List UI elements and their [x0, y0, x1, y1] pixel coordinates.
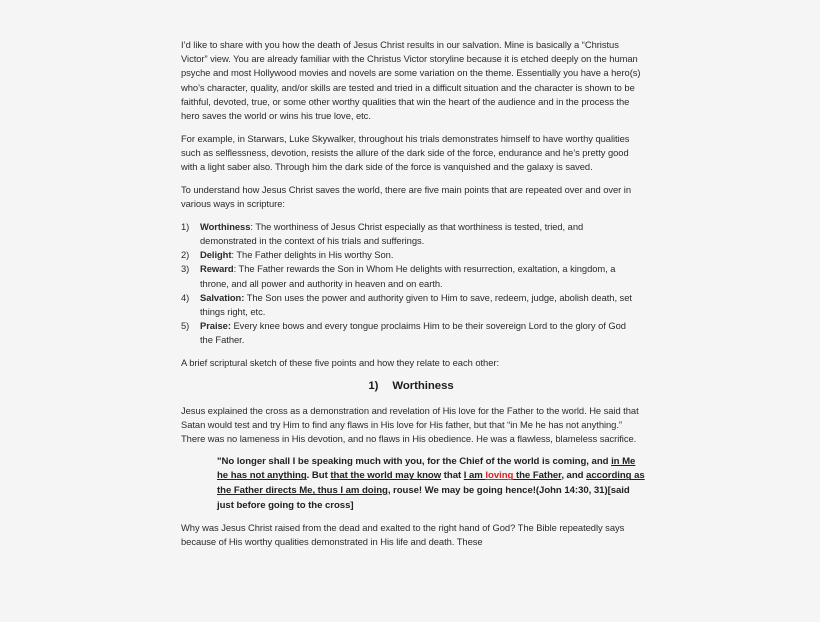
heading-title: Worthiness — [392, 379, 454, 392]
scripture-quote — [217, 455, 647, 513]
point-text: The Son uses the power and authority given to Him to save, redeem, judge, abolish death, set things right, etc. — [200, 291, 632, 317]
point-sep: : — [231, 249, 234, 261]
point-sep: : — [233, 263, 237, 275]
list-item — [181, 262, 641, 290]
intro-paragraph: I’d like to share with you how the death of Jesus Christ results in our salvation. Mine is basically a “Christus Victor” view. You are already familiar with the Christus Victor storyline because it is etched deeply on the human psyche and most Hollywood movies and novels are some variation on the theme. Essentially you have a hero(s) who’s character, quality, and/or skills are tested and tried in a difficult situation and the character is shown to be faithful, devoted, true, or some other worthy qualities that win the heart of the audience and in the process the hero saves the world or wins his true love, etc. — [181, 39, 641, 122]
quote-underlined-part: I am — [463, 470, 486, 482]
quote-text: , and — [561, 470, 587, 482]
why-paragraph: Why was Jesus Christ raised from the dead and exalted to the right hand of God? The Bible repeatedly says because of His worthy qualities demonstrated in His life and death. These — [181, 522, 625, 548]
point-term: Worthiness — [200, 220, 251, 232]
point-text: The Father rewards the Son in Whom He delights with resurrection, exaltation, a kingdom, a throne, and all power and authority in heaven and on earth. — [200, 263, 616, 289]
point-term: Praise: — [200, 320, 231, 332]
point-term: Delight — [200, 249, 232, 261]
list-item — [181, 220, 641, 248]
list-number: 1) — [181, 220, 190, 232]
list-item — [181, 248, 641, 262]
quote-text: . But — [306, 470, 331, 482]
point-sep: : — [250, 220, 253, 232]
quote-text: , rouse! We may be going hence!(John 14:30, 31)[said just before going to the cross] — [217, 485, 630, 511]
quote-underlined-part: the Father — [513, 470, 562, 482]
list-item — [181, 319, 641, 347]
quote-highlight-red: loving — [485, 470, 514, 482]
list-number: 4) — [181, 291, 190, 303]
understand-paragraph: To understand how Jesus Christ saves the world, there are five main points that are repeated over and over in various ways in scripture: — [181, 183, 632, 210]
document-page — [181, 38, 645, 558]
quote-text: "No longer shall I be speaking much with you, for the Chief of the world is coming, and — [217, 455, 612, 467]
worthiness-paragraph: Jesus explained the cross as a demonstration and revelation of His love for the Father to the world. He said that Satan would test and try Him to find any flaws in His love for His father, but that “in Me he has not anything.” There was no lameness in His devotion, and no flaws in His obedience. He was a flawless, blameless sacrifice. — [181, 404, 639, 445]
quote-text: that — [441, 470, 464, 482]
point-term: Salvation: — [200, 291, 245, 303]
quote-underlined: that the world may know — [330, 470, 442, 482]
list-number: 5) — [181, 320, 190, 332]
list-number: 3) — [181, 263, 190, 275]
list-number: 2) — [181, 249, 190, 261]
quote-underlined: in Me he has not anything — [217, 455, 636, 482]
quote-underlined — [464, 470, 562, 481]
point-text: Every knee bows and every tongue proclaims Him to be their sovereign Lord to the glory of God the Father. — [200, 320, 626, 346]
point-text: The worthiness of Jesus Christ especially as that worthiness is tested, tried, and demonstrated in the context of his trials and sufferings. — [200, 220, 584, 246]
heading-number: 1) — [368, 379, 379, 392]
five-points-list — [181, 220, 641, 348]
quote-underlined: according as the Father directs Me, thus I am doing — [217, 470, 645, 497]
section-heading-worthiness — [181, 379, 641, 394]
sketch-paragraph: A brief scriptural sketch of these five points and how they relate to each other: — [181, 357, 500, 369]
point-term: Reward — [200, 263, 234, 275]
list-item — [181, 291, 641, 319]
example-paragraph: For example, in Starwars, Luke Skywalker, throughout his trials demonstrates himself to have worthy qualities such as selflessness, devotion, resists the allure of the dark side of the force, endurance and he’s pretty good with a light saber also. Through him the dark side of the force is vanquished and the galaxy is saved. — [181, 132, 630, 173]
point-text: The Father delights in His worthy Son. — [233, 249, 394, 261]
